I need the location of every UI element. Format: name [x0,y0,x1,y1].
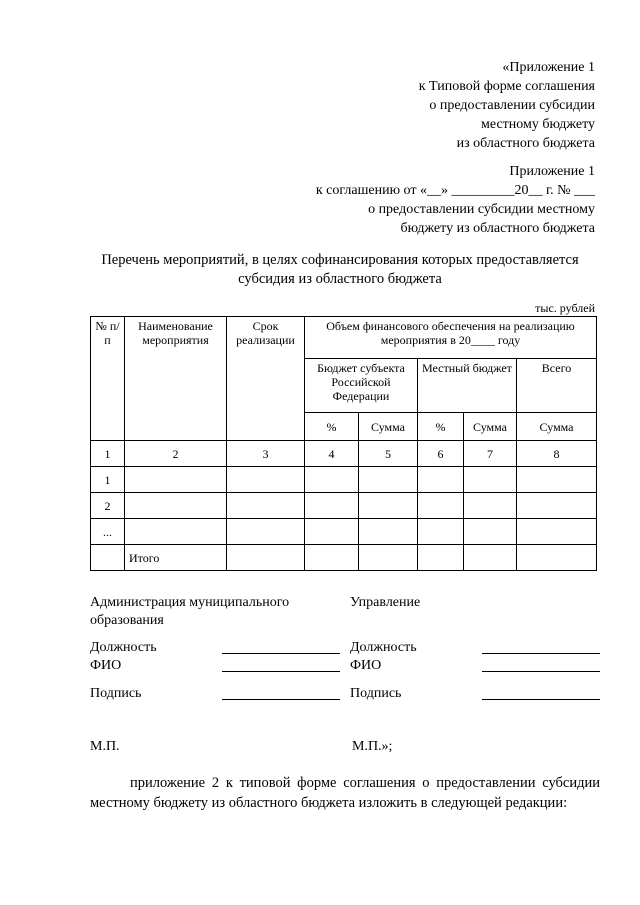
table-cell [464,519,517,545]
column-number: 3 [227,441,305,467]
header-annex-line: «Приложение 1 [502,60,595,75]
units-label: тыс. рублей [535,301,595,315]
header-name: Наименование мероприятия [125,317,227,441]
table-cell: ... [91,519,125,545]
right-org-label: Управление [350,595,421,610]
right-position-label: Должность [350,640,417,655]
right-fio-label: ФИО [350,658,382,673]
table-cell [305,519,359,545]
table-cell [418,493,464,519]
header-sum: Сумма [464,413,517,441]
left-fio-line [222,671,340,672]
document-title: Перечень мероприятий, в целях софинансирования которых предоставляется [101,252,579,268]
total-row [91,545,597,571]
amendment-paragraph: приложение 2 к типовой форме соглашения о предоставлении субсидии местному бюджету из областного бюджета изложить в следующей редакции: [90,775,600,811]
table-cell [359,493,418,519]
left-stamp-label: М.П. [90,739,120,754]
table-cell [125,467,227,493]
header-total: Всего [517,359,597,413]
table-cell [359,467,418,493]
table-cell [517,467,597,493]
table-cell [464,467,517,493]
header-annex-line: к Типовой форме соглашения [418,79,595,94]
table-cell [227,493,305,519]
table-cell [359,519,418,545]
table-cell [517,493,597,519]
column-number: 4 [305,441,359,467]
total-label: Итого [125,545,227,571]
left-signature-label: Подпись [90,686,142,701]
table-cell [305,545,359,571]
left-org-label: Администрация муниципального образования [90,595,290,628]
header-percent: % [418,413,464,441]
header-sum: Сумма [517,413,597,441]
right-fio-line [482,671,600,672]
header-sum: Сумма [359,413,418,441]
table-cell [418,519,464,545]
table-cell [464,493,517,519]
table-cell [464,545,517,571]
table-cell [227,467,305,493]
column-number: 8 [517,441,597,467]
table-cell [418,467,464,493]
header-number: № п/п [91,317,125,441]
table-cell: 2 [91,493,125,519]
table-cell [517,519,597,545]
header-subject-budget: Бюджет субъекта Российской Федерации [305,359,418,413]
table-cell: 1 [91,467,125,493]
agreement-annex-line: бюджету из областного бюджета [400,221,595,236]
header-annex-line: о предоставлении субсидии [429,98,595,113]
header-annex-line: местному бюджету [481,117,595,132]
document-title: субсидия из областного бюджета [238,271,442,287]
table-cell [359,545,418,571]
right-signature-label: Подпись [350,686,402,701]
column-number: 2 [125,441,227,467]
table-row [91,467,597,493]
table-row [91,493,597,519]
column-number-row [91,441,597,467]
table-cell [125,493,227,519]
agreement-annex-line: о предоставлении субсидии местному [368,202,595,217]
table-cell [227,545,305,571]
left-fio-label: ФИО [90,658,122,673]
table-cell [517,545,597,571]
header-percent: % [305,413,359,441]
header-term: Срок реализации [227,317,305,441]
agreement-annex-line: к соглашению от «__» _________20__ г. № ___ [315,183,595,198]
table-cell [305,493,359,519]
column-number: 7 [464,441,517,467]
measures-table [90,316,597,571]
header-local-budget: Местный бюджет [418,359,517,413]
column-number: 1 [91,441,125,467]
header-annex-line: из областного бюджета [456,136,595,151]
table-cell [305,467,359,493]
right-stamp-label: М.П.»; [352,739,393,754]
table-row [91,519,597,545]
left-position-line [222,653,340,654]
table-cell [125,519,227,545]
table-cell [91,545,125,571]
agreement-annex-line: Приложение 1 [509,164,595,179]
right-signature-line [482,699,600,700]
header-volume: Объем финансового обеспечения на реализацию мероприятия в 20____ году [305,317,597,359]
column-number: 5 [359,441,418,467]
right-position-line [482,653,600,654]
table-cell [418,545,464,571]
column-number: 6 [418,441,464,467]
table-cell [227,519,305,545]
left-signature-line [222,699,340,700]
left-position-label: Должность [90,640,157,655]
